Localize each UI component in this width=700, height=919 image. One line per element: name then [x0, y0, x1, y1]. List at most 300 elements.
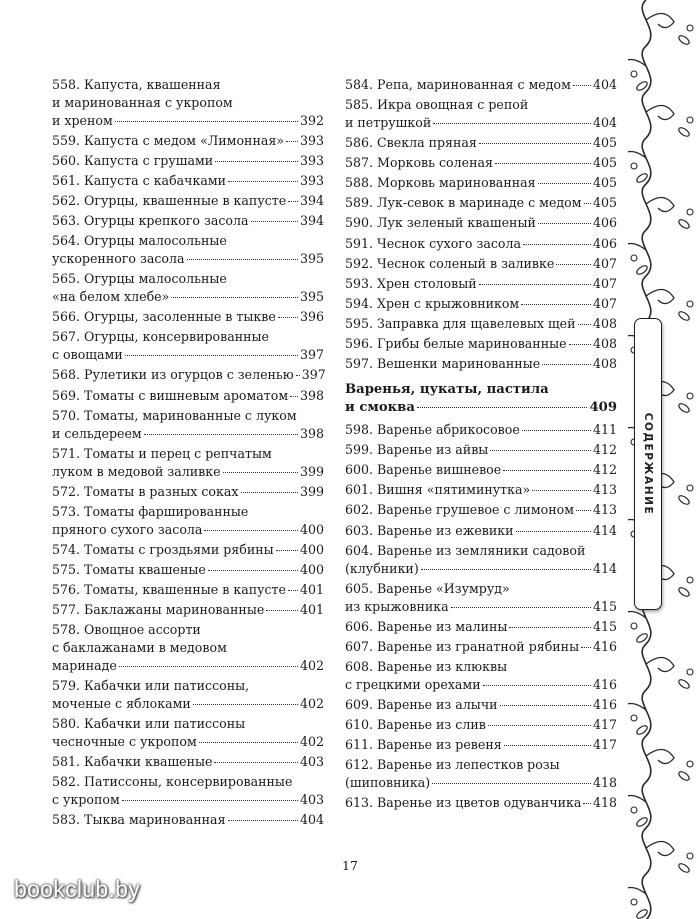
toc-entry-title: 568. Рулетики из огурцов с зеленью	[52, 367, 294, 383]
dot-leader	[208, 570, 298, 571]
toc-entry	[345, 658, 617, 694]
toc-page-number: 399	[299, 483, 324, 499]
toc-entry	[52, 811, 324, 829]
toc-entry-title: 602. Варенье грушевое с лимоном	[345, 502, 574, 518]
toc-page-number: 418	[592, 795, 617, 811]
toc-page-number: 395	[299, 251, 324, 267]
dot-leader	[509, 627, 591, 628]
toc-entry-line	[52, 172, 324, 190]
toc-entry	[52, 541, 324, 559]
toc-entry-line	[345, 774, 617, 792]
toc-entry-line	[52, 677, 324, 695]
toc-entry-line	[345, 542, 617, 560]
toc-entry	[345, 194, 617, 212]
dot-leader	[503, 470, 591, 471]
toc-entry-title: 582. Патиссоны, консервированные	[52, 774, 293, 790]
toc-page-number: 399	[299, 463, 324, 479]
toc-entry-line	[345, 114, 617, 132]
dot-leader	[573, 85, 591, 86]
dot-leader	[581, 647, 591, 648]
toc-entry-title: 576. Томаты, квашенные в капусте	[52, 581, 286, 597]
toc-entry-title: 573. Томаты фаршированные	[52, 503, 249, 519]
toc-entry-line	[345, 461, 617, 479]
toc-page-number: 404	[592, 115, 617, 130]
dot-leader	[490, 450, 591, 451]
toc-entry-title: 594. Хрен с крыжовником	[345, 295, 520, 311]
toc-entry-line	[345, 335, 617, 353]
toc-entry-title: 611. Варенье из ревеня	[345, 736, 502, 752]
dot-leader	[288, 201, 298, 202]
toc-entry-line	[345, 441, 617, 459]
toc-entry	[52, 328, 324, 364]
dot-leader	[171, 297, 298, 298]
section-heading-title: и смоква	[345, 400, 415, 416]
dot-leader	[251, 221, 298, 222]
toc-page-number: 407	[592, 275, 617, 291]
toc-entry-title: 597. Вешенки маринованные	[345, 356, 541, 372]
toc-entry-line	[52, 791, 324, 809]
dot-leader	[578, 324, 591, 325]
toc-page-number: 417	[592, 736, 617, 752]
toc-entry-line	[52, 639, 324, 657]
toc-entry-line	[345, 618, 617, 636]
toc-entry	[52, 152, 324, 170]
toc-entry	[345, 134, 617, 152]
section-heading-title: Варенья, цукаты, пастила	[345, 382, 549, 398]
toc-entry	[52, 753, 324, 771]
toc-entry-title: 596. Грибы белые маринованные	[345, 336, 567, 352]
toc-entry-line	[345, 194, 617, 212]
toc-entry	[345, 235, 617, 253]
toc-entry-title: 612. Варенье из лепестков розы	[345, 757, 560, 773]
toc-entry-title: 609. Варенье из алычи	[345, 696, 498, 712]
toc-entry	[52, 212, 324, 230]
toc-right-column	[345, 76, 617, 814]
toc-entry-line	[52, 715, 324, 733]
toc-entry-line	[52, 503, 324, 521]
dot-leader	[144, 434, 298, 435]
dot-leader	[421, 569, 591, 570]
toc-page-number: 418	[592, 774, 617, 790]
side-tab-contents	[634, 318, 662, 610]
toc-entry	[52, 132, 324, 150]
toc-entry-title: 560. Капуста с грушами	[52, 153, 214, 168]
toc-page-number: 407	[592, 295, 617, 311]
toc-page-number: 416	[592, 638, 617, 654]
toc-entry	[52, 581, 324, 599]
toc-entry-line	[52, 94, 324, 112]
toc-entry	[345, 618, 617, 636]
toc-entry-title: 610. Варенье из слив	[345, 716, 486, 732]
toc-entry	[52, 715, 324, 751]
toc-page-number: 400	[299, 561, 324, 577]
toc-entry-line	[52, 811, 324, 829]
toc-entry-title: луком в медовой заливке	[52, 463, 221, 479]
toc-entry-line	[345, 421, 617, 439]
toc-right-bottom-list	[345, 421, 617, 812]
toc-page-number: 413	[592, 502, 617, 518]
dot-leader	[538, 223, 591, 224]
toc-page-number: 401	[299, 581, 324, 597]
toc-entry-line	[52, 463, 324, 481]
toc-page-number: 406	[592, 235, 617, 251]
toc-entry-title: 559. Капуста с медом «Лимонная»	[52, 132, 285, 148]
toc-entry	[52, 387, 324, 405]
toc-entry-title: 603. Варенье из ежевики	[345, 522, 514, 538]
toc-page-number: 392	[299, 112, 324, 128]
toc-page-number: 394	[299, 193, 324, 209]
toc-entry	[345, 580, 617, 616]
toc-entry-title: 593. Хрен столовый	[345, 275, 477, 291]
dot-leader	[215, 161, 298, 162]
toc-entry-title: (шиповника)	[345, 774, 431, 790]
toc-entry-line	[345, 794, 617, 812]
toc-entry-line	[345, 235, 617, 253]
toc-page-number: 405	[592, 195, 617, 211]
toc-entry-line	[345, 756, 617, 774]
toc-entry-line	[345, 658, 617, 676]
toc-entry-line	[52, 695, 324, 713]
toc-entry-line	[345, 295, 617, 313]
toc-entry-title: 580. Кабачки или патиссоны	[52, 716, 246, 732]
toc-entry-line	[52, 425, 324, 443]
toc-page-number: 408	[592, 315, 617, 331]
toc-entry-line	[52, 232, 324, 250]
toc-entry-title: 604. Варенье из земляники садовой	[345, 542, 586, 558]
toc-page-number: 404	[592, 77, 617, 92]
toc-entry	[345, 174, 617, 192]
toc-page-number: 393	[299, 153, 324, 168]
dot-leader	[241, 492, 298, 493]
toc-entry	[52, 232, 324, 268]
toc-page-number: 400	[299, 521, 324, 537]
toc-entry-title: 589. Лук-севок в маринаде с медом	[345, 195, 582, 211]
toc-entry-title: и петрушкой	[345, 115, 432, 130]
toc-entry-line	[345, 736, 617, 754]
toc-page-number: 413	[592, 482, 617, 498]
dot-leader	[532, 490, 591, 491]
toc-entry-title: 579. Кабачки или патиссоны,	[52, 678, 250, 694]
toc-entry-line	[52, 387, 324, 405]
toc-entry-title: 570. Томаты, маринованные с луком	[52, 407, 297, 423]
toc-page-number: 414	[592, 560, 617, 576]
dot-leader	[479, 284, 591, 285]
toc-entry-title: и хреном	[52, 112, 113, 128]
page-number: 17	[342, 858, 358, 873]
toc-page-number: 402	[299, 695, 324, 711]
watermark-logo: bookclub.by	[14, 876, 141, 902]
side-tab-label: СОДЕРЖАНИЕ	[642, 412, 654, 516]
dot-leader	[228, 181, 298, 182]
section-heading-line	[345, 381, 617, 399]
toc-entry	[345, 794, 617, 812]
toc-entry-title: чесночные с укропом	[52, 733, 197, 749]
dot-leader	[193, 704, 298, 705]
toc-entry-line	[52, 192, 324, 210]
toc-entry-title: 581. Кабачки квашеные	[52, 754, 213, 770]
toc-entry-title: 613. Варенье из цветов одуванчика	[345, 795, 582, 811]
toc-entry-title: 586. Свекла пряная	[345, 135, 477, 151]
toc-entry	[345, 716, 617, 734]
toc-page-number: 405	[592, 175, 617, 191]
toc-entry	[345, 696, 617, 714]
toc-entry	[52, 677, 324, 713]
toc-entry-title: 565. Огурцы малосольные	[52, 271, 227, 287]
dot-leader	[542, 364, 591, 365]
dot-leader	[500, 705, 591, 706]
toc-entry	[345, 315, 617, 333]
toc-page-number: 408	[592, 356, 617, 372]
toc-entry	[345, 214, 617, 232]
toc-entry-line	[52, 541, 324, 559]
toc-entry	[345, 355, 617, 373]
toc-entry-title: 566. Огурцы, засоленные в тыкве	[52, 309, 276, 325]
toc-entry-title: 585. Икра овощная с репой	[345, 97, 529, 113]
toc-entry	[52, 621, 324, 675]
toc-entry	[345, 154, 617, 172]
toc-entry-line	[345, 696, 617, 714]
toc-entry-title: с овощами	[52, 347, 123, 363]
toc-entry-title: 607. Варенье из гранатной рябины	[345, 638, 580, 654]
toc-entry-line	[345, 174, 617, 192]
toc-entry-title: 567. Огурцы, консервированные	[52, 329, 269, 345]
toc-page-number: 405	[592, 135, 617, 151]
toc-page-number: 407	[592, 255, 617, 271]
dot-leader	[122, 800, 298, 801]
section-page-number: 409	[589, 400, 617, 416]
toc-entry-line	[345, 255, 617, 273]
dot-leader	[538, 183, 591, 184]
dot-leader	[228, 820, 298, 821]
toc-entry-title: ускоренного засола	[52, 251, 185, 267]
toc-entry-line	[52, 581, 324, 599]
dot-leader	[125, 355, 298, 356]
dot-leader	[204, 530, 298, 531]
toc-page-number: 417	[592, 716, 617, 732]
toc-entry	[52, 192, 324, 210]
toc-page-number: 415	[592, 598, 617, 614]
toc-page-number: 400	[299, 541, 324, 557]
toc-entry-line	[52, 753, 324, 771]
dot-leader	[288, 590, 298, 591]
toc-entry-title: 592. Чеснок соленый в заливке	[345, 255, 555, 271]
toc-entry	[345, 756, 617, 792]
toc-entry-line	[345, 315, 617, 333]
toc-entry	[345, 255, 617, 273]
dot-leader	[290, 396, 298, 397]
toc-entry-line	[52, 601, 324, 619]
dot-leader	[576, 510, 591, 511]
toc-entry-title: 562. Огурцы, квашенные в капусте	[52, 193, 287, 209]
dot-leader	[187, 259, 298, 260]
toc-entry	[52, 172, 324, 190]
toc-entry	[345, 421, 617, 439]
toc-entry	[52, 773, 324, 809]
toc-entry	[345, 335, 617, 353]
toc-entry-line	[52, 250, 324, 268]
dot-leader	[417, 407, 588, 408]
toc-entry-title: маринаде	[52, 657, 117, 673]
dot-leader	[199, 742, 298, 743]
toc-entry-line	[52, 308, 324, 326]
toc-entry	[345, 522, 617, 540]
toc-left-column	[52, 76, 324, 831]
toc-entry-line	[52, 483, 324, 501]
toc-entry	[345, 76, 617, 94]
toc-page-number: 402	[299, 733, 324, 749]
toc-entry-line	[52, 270, 324, 288]
toc-entry-title: 558. Капуста, квашенная	[52, 77, 221, 92]
toc-entry-line	[345, 355, 617, 373]
toc-entry-line	[345, 481, 617, 499]
toc-page-number: 393	[299, 173, 324, 189]
toc-entry-title: 563. Огурцы крепкого засола	[52, 213, 249, 229]
toc-entry-line	[345, 580, 617, 598]
dot-leader	[483, 685, 591, 686]
dot-leader	[119, 666, 298, 667]
dot-leader	[488, 725, 591, 726]
toc-entry-title: и сельдереем	[52, 425, 142, 441]
toc-entry-title: 606. Варенье из малины	[345, 618, 508, 634]
toc-entry-title: 601. Вишня «пятиминутка»	[345, 482, 531, 498]
toc-entry-title: 569. Томаты с вишневым ароматом	[52, 387, 289, 403]
toc-entry	[52, 308, 324, 326]
toc-entry	[52, 366, 324, 384]
toc-entry-title: 590. Лук зеленый квашеный	[345, 215, 536, 231]
toc-entry	[345, 295, 617, 313]
toc-entry-line	[345, 214, 617, 232]
toc-page-number: 396	[299, 309, 324, 325]
toc-entry	[52, 270, 324, 306]
toc-entry	[345, 501, 617, 519]
toc-page-number: 403	[299, 792, 324, 808]
dot-leader	[479, 143, 591, 144]
toc-page-number: 416	[592, 696, 617, 712]
toc-entry	[345, 461, 617, 479]
toc-entry-title: 578. Овощное ассорти	[52, 622, 201, 638]
toc-page-number: 398	[299, 387, 324, 403]
toc-right-top-list	[345, 76, 617, 373]
toc-entry-line	[345, 598, 617, 616]
toc-entry	[345, 275, 617, 293]
section-heading	[345, 381, 617, 417]
toc-entry-title: 561. Капуста с кабачками	[52, 173, 227, 189]
dot-leader	[504, 745, 591, 746]
toc-entry-title: 591. Чеснок сухого засола	[345, 235, 521, 251]
dot-leader	[296, 375, 300, 376]
toc-page-number: 398	[299, 425, 324, 441]
toc-entry-title: 584. Репа, маринованная с медом	[345, 77, 571, 92]
dot-leader	[433, 123, 591, 124]
toc-entry-line	[52, 76, 324, 94]
toc-entry-line	[345, 134, 617, 152]
toc-page-number: 394	[299, 213, 324, 229]
section-heading-line	[345, 399, 617, 417]
dot-leader	[583, 803, 591, 804]
dot-leader	[523, 244, 591, 245]
toc-page-number: 412	[592, 462, 617, 478]
toc-page-number: 414	[592, 522, 617, 538]
toc-entry-line	[345, 275, 617, 293]
toc-entry-line	[345, 522, 617, 540]
toc-entry-title: 583. Тыква маринованная	[52, 812, 226, 828]
toc-page-number: 403	[299, 754, 324, 770]
toc-entry-line	[52, 112, 324, 130]
toc-entry-title: «на белом хлебе»	[52, 289, 170, 305]
toc-page-number: 393	[299, 132, 324, 148]
toc-entry-title: с укропом	[52, 792, 120, 808]
toc-entry-line	[345, 76, 617, 94]
toc-entry-line	[52, 328, 324, 346]
toc-entry-title: 577. Баклажаны маринованные	[52, 602, 265, 618]
toc-entry-line	[345, 96, 617, 114]
toc-page-number: 401	[299, 602, 324, 618]
dot-leader	[214, 762, 297, 763]
toc-entry-line	[345, 501, 617, 519]
dot-leader	[556, 264, 591, 265]
toc-entry-title: (клубники)	[345, 560, 419, 576]
toc-entry-line	[52, 561, 324, 579]
toc-entry-title: 564. Огурцы малосольные	[52, 233, 227, 249]
toc-entry-title: моченые с яблоками	[52, 695, 191, 711]
toc-entry-line	[52, 288, 324, 306]
dot-leader	[115, 121, 298, 122]
toc-entry-line	[52, 152, 324, 170]
toc-entry-title: пряного сухого засола	[52, 521, 203, 537]
dot-leader	[223, 472, 298, 473]
toc-entry	[345, 638, 617, 656]
toc-entry	[52, 407, 324, 443]
toc-page-number: 397	[299, 347, 324, 363]
toc-entry	[345, 96, 617, 132]
toc-page-number: 408	[592, 336, 617, 352]
toc-entry	[345, 441, 617, 459]
toc-page-number: 411	[592, 422, 617, 438]
toc-entry-title: 595. Заправка для щавелевых щей	[345, 315, 576, 331]
toc-entry-line	[345, 560, 617, 578]
dot-leader	[451, 607, 591, 608]
toc-entry-title: с грецкими орехами	[345, 676, 481, 692]
toc-entry-line	[345, 638, 617, 656]
toc-entry-line	[52, 445, 324, 463]
toc-entry	[345, 542, 617, 578]
toc-entry-line	[52, 132, 324, 150]
dot-leader	[516, 531, 591, 532]
toc-page-number: 395	[299, 289, 324, 305]
toc-entry-line	[52, 212, 324, 230]
toc-entry	[52, 76, 324, 130]
dot-leader	[569, 344, 591, 345]
toc-entry-line	[52, 346, 324, 364]
dot-leader	[276, 550, 298, 551]
toc-entry-title: 572. Томаты в разных соках	[52, 483, 239, 499]
toc-entry-line	[345, 716, 617, 734]
toc-entry	[52, 445, 324, 481]
toc-entry-line	[52, 773, 324, 791]
toc-page-number: 402	[299, 657, 324, 673]
toc-entry	[345, 481, 617, 499]
toc-entry	[52, 483, 324, 501]
toc-entry-title: 574. Томаты с гроздьями рябины	[52, 541, 274, 557]
toc-entry	[52, 503, 324, 539]
dot-leader	[266, 610, 298, 611]
dot-leader	[278, 317, 298, 318]
toc-entry-title: 571. Томаты и перец с репчатым	[52, 445, 272, 461]
toc-page-number: 397	[301, 367, 326, 383]
toc-entry-line	[52, 621, 324, 639]
toc-entry-line	[52, 657, 324, 675]
toc-entry-title: 588. Морковь маринованная	[345, 175, 536, 191]
